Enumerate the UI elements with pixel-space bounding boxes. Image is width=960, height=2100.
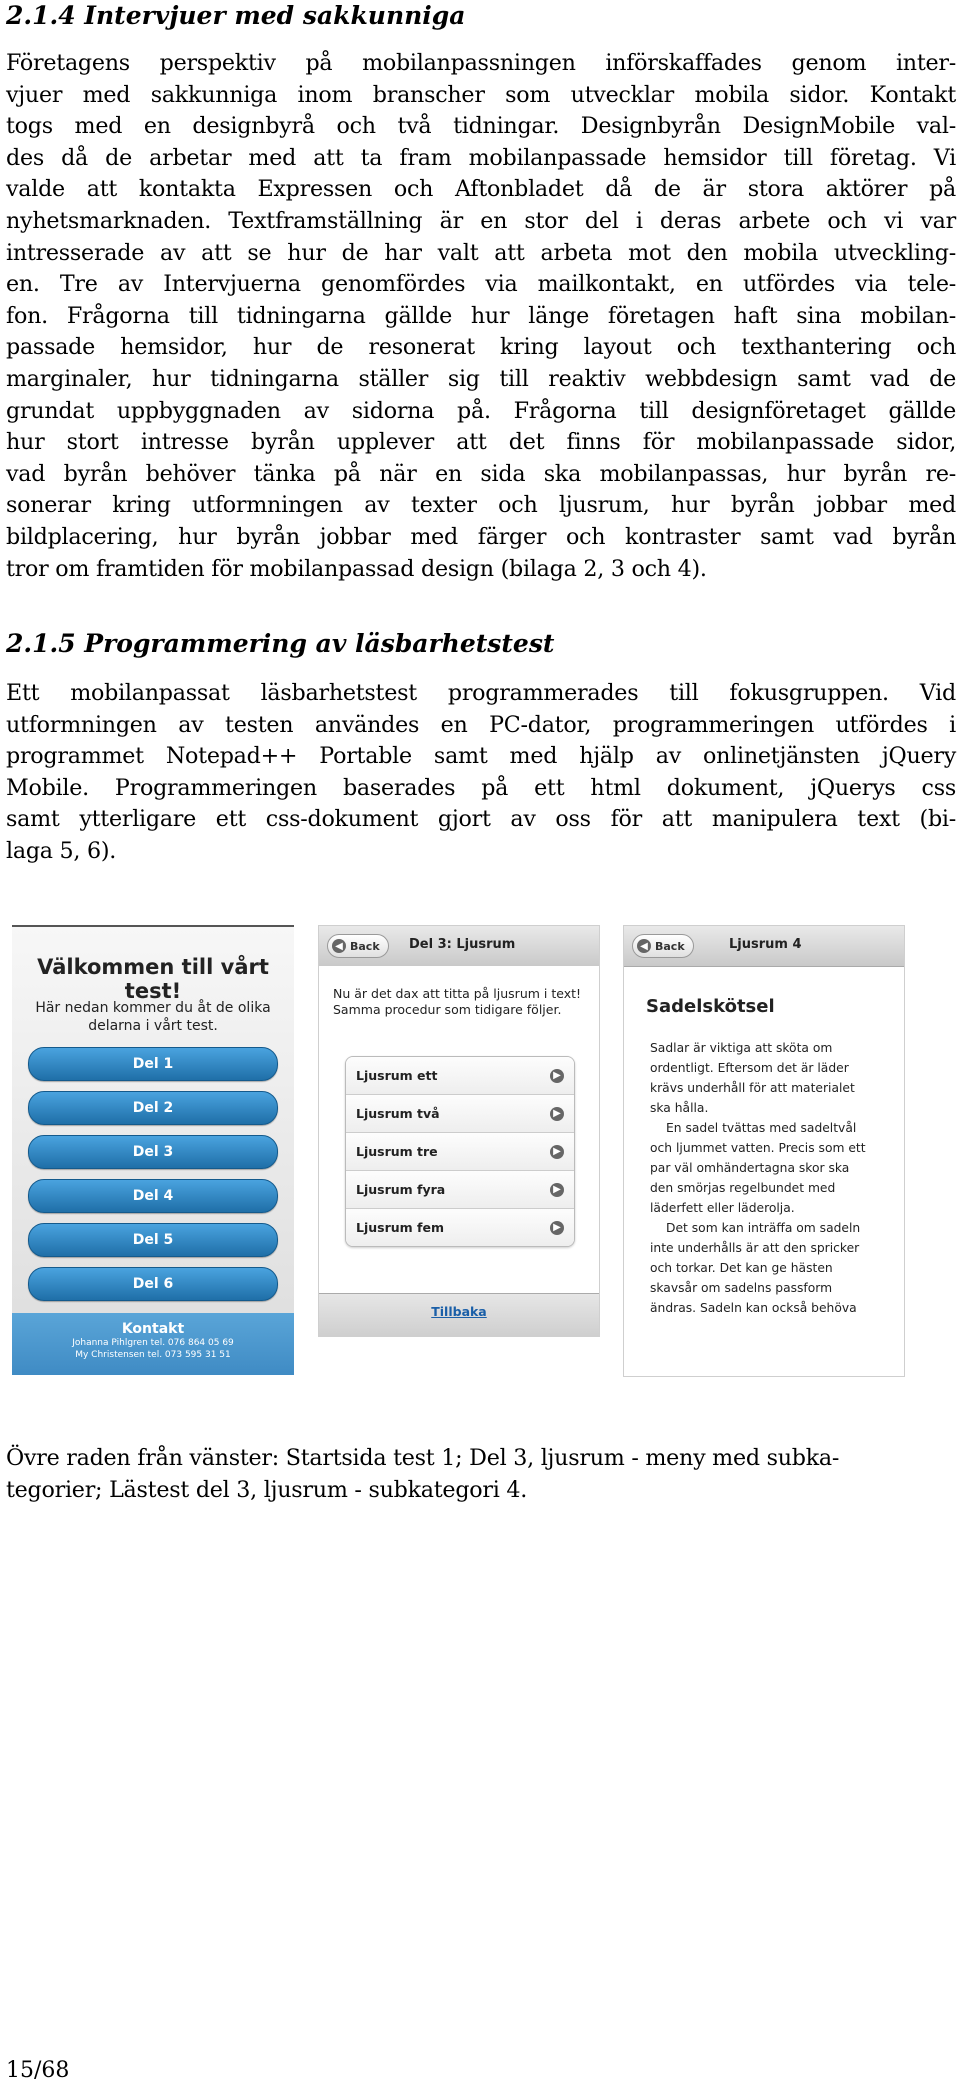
del-3-button[interactable]: Del 3: [28, 1135, 278, 1169]
list-item-label: Ljusrum tre: [356, 1144, 438, 1159]
screenshot-ljusrum-menu: [318, 925, 600, 1337]
chevron-right-icon: ▶: [550, 1069, 564, 1083]
list-item-label: Ljusrum fem: [356, 1220, 444, 1235]
menu-footer: [319, 1293, 599, 1336]
chevron-right-icon: ▶: [550, 1145, 564, 1159]
arrow-left-icon: ◀: [332, 939, 346, 953]
paragraph-line: Mobile. Programmeringen baserades på ett html dokument, jQuerys css: [6, 774, 956, 801]
article-line: Det som kan inträffa om sadeln: [666, 1221, 861, 1235]
article-line: och ljummet vatten. Precis som ett: [650, 1141, 866, 1155]
paragraph-line: marginaler, hur tidningarna ställer sig till reaktiv webbdesign samt vad de: [6, 365, 956, 392]
section-heading-2-1-5: 2.1.5 Programmering av läsbarhetstest: [6, 629, 555, 658]
contact-line: My Christensen tel. 073 595 31 51: [75, 1350, 231, 1360]
paragraph-line: tror om framtiden för mobilanpassad design (bilaga 2, 3 och 4).: [6, 555, 707, 582]
del-1-button[interactable]: Del 1: [28, 1047, 278, 1081]
section-2-1-4-paragraph: [6, 48, 956, 585]
chevron-right-icon: ▶: [550, 1221, 564, 1235]
article-line: par väl omhändertagna skor ska: [650, 1161, 850, 1175]
paragraph-line: sonerar kring utformningen av texter och ljusrum, hur byrån jobbar med: [6, 492, 956, 519]
back-button-label: Back: [350, 939, 380, 953]
caption-line: Övre raden från vänster: Startsida test 1; Del 3, ljusrum - meny med subka-: [6, 1445, 840, 1471]
article-line: ändras. Sadeln kan också behöva: [650, 1301, 857, 1315]
back-button[interactable]: [327, 934, 389, 958]
list-item-label: Ljusrum två: [356, 1106, 440, 1121]
back-button[interactable]: [632, 934, 694, 958]
article-line: Sadlar är viktiga att sköta om: [650, 1041, 833, 1055]
paragraph-line: hur stort intresse byrån upplever att det finns för mobilanpassade sidor,: [6, 429, 956, 456]
del-6-button[interactable]: Del 6: [28, 1267, 278, 1301]
contact-title: Kontakt: [121, 1321, 185, 1337]
contact-footer: [12, 1313, 294, 1375]
list-item-label: Ljusrum fyra: [356, 1182, 446, 1197]
caption-line: tegorier; Lästest del 3, ljusrum - subkategori 4.: [6, 1476, 528, 1503]
paragraph-line: Företagens perspektiv på mobilanpassningen införskaffades genom inter-: [6, 50, 956, 76]
list-item-ljusrum-tva[interactable]: [346, 1095, 574, 1133]
tillbaka-link[interactable]: Tillbaka: [431, 1304, 487, 1319]
list-item-ljusrum-tre[interactable]: [346, 1133, 574, 1171]
menu-intro: [333, 986, 588, 1018]
list-item-label: Ljusrum ett: [356, 1068, 438, 1083]
paragraph-line: passade hemsidor, hur de resonerat kring layout och texthantering och: [6, 334, 956, 361]
paragraph-line: bildplacering, hur byrån jobbar med färger och kontraster samt vad byrån: [6, 523, 956, 550]
article-line: inte underhålls är att den spricker: [650, 1241, 860, 1255]
welcome-intro-line: Här nedan kommer du åt de olika: [35, 1000, 271, 1016]
ljusrum-list: [345, 1056, 575, 1247]
paragraph-line: grundat uppbyggnaden av sidorna på. Frågorna till designföretaget gällde: [6, 397, 956, 424]
welcome-intro: [32, 999, 274, 1035]
article-line: En sadel tvättas med sadeltvål: [666, 1121, 857, 1135]
chevron-right-icon: ▶: [550, 1183, 564, 1197]
arrow-left-icon: ◀: [637, 939, 651, 953]
paragraph-line: togs med en designbyrå och två tidningar. Designbyrån DesignMobile val-: [6, 113, 956, 140]
paragraph-line: samt ytterligare ett css-dokument gjort av oss för att manipulera text (bi-: [6, 806, 956, 833]
paragraph-line: fon. Frågorna till tidningarna gällde hur länge företagen haft sina mobilan-: [6, 302, 956, 329]
header-bar: [319, 926, 599, 967]
contact-line: Johanna Pihlgren tel. 076 864 05 69: [72, 1338, 234, 1348]
section-heading-2-1-4: 2.1.4 Intervjuer med sakkunniga: [6, 1, 466, 30]
article-line: och torkar. Det kan ge hästen: [650, 1261, 833, 1275]
list-item-ljusrum-fyra[interactable]: [346, 1171, 574, 1209]
paragraph-line: valde att kontakta Expressen och Aftonbladet då de är stora aktörer på: [6, 176, 956, 203]
welcome-intro-line: delarna i vårt test.: [88, 1018, 218, 1034]
menu-intro-line: Samma procedur som tidigare följer.: [333, 1002, 562, 1017]
page-number: 15/68: [6, 2058, 70, 2083]
article-line: skavsår om sadelns passform: [650, 1281, 833, 1295]
paragraph-line: intresserade av att se hur de har valt att arbeta mot den mobila utveckling-: [6, 239, 956, 266]
article-heading: Sadelskötsel: [646, 996, 775, 1017]
screenshot-start-page: [12, 925, 294, 1375]
article-text: [650, 1038, 890, 1318]
menu-intro-line: Nu är det dax att titta på ljusrum i text!: [333, 986, 582, 1001]
paragraph-line: nyhetsmarknaden. Textframställning är en stor del i deras arbete och vi var: [6, 207, 956, 234]
section-2-1-5-paragraph: [6, 678, 956, 868]
paragraph-line: vjuer med sakkunniga inom branscher som utvecklar mobila sidor. Kontakt: [6, 81, 956, 108]
welcome-title: Välkommen till vårt test!: [37, 955, 269, 1003]
del-5-button[interactable]: Del 5: [28, 1223, 278, 1257]
paragraph-line: des då de arbetar med att ta fram mobilanpassade hemsidor till företag. Vi: [6, 144, 956, 171]
menu-body: [319, 966, 599, 1296]
paragraph-line: utformningen av testen användes en PC-dator, programmeringen utfördes i: [6, 711, 956, 738]
header-title: Del 3: Ljusrum: [409, 937, 516, 952]
list-item-ljusrum-ett[interactable]: [346, 1057, 574, 1095]
header-title: Ljusrum 4: [729, 937, 802, 952]
chevron-right-icon: ▶: [550, 1107, 564, 1121]
article-line: ska hålla.: [650, 1101, 709, 1115]
article-line: läderfett eller läderolja.: [650, 1201, 795, 1215]
figure-caption: [6, 1443, 956, 1506]
del-4-button[interactable]: Del 4: [28, 1179, 278, 1213]
back-button-label: Back: [655, 939, 685, 953]
paragraph-line: vad byrån behöver tänka på när en sida ska mobilanpassas, hur byrån re-: [6, 460, 956, 487]
article-line: krävs underhåll för att materialet: [650, 1081, 855, 1095]
paragraph-line: programmet Notepad++ Portable samt med hjälp av onlinetjänsten jQuery: [6, 743, 956, 770]
screenshot-ljusrum-4: [623, 925, 905, 1377]
list-item-ljusrum-fem[interactable]: [346, 1209, 574, 1246]
paragraph-line: laga 5, 6).: [6, 837, 117, 864]
del-button-list: [28, 1047, 278, 1311]
article-line: den smörjas regelbundet med: [650, 1181, 836, 1195]
paragraph-line: en. Tre av Intervjuerna genomfördes via mailkontakt, en utfördes via tele-: [6, 271, 956, 298]
header-bar: [624, 926, 904, 967]
article-line: ordentligt. Eftersom det är läder: [650, 1061, 849, 1075]
del-2-button[interactable]: Del 2: [28, 1091, 278, 1125]
paragraph-line: Ett mobilanpassat läsbarhetstest programmerades till fokusgruppen. Vid: [6, 680, 956, 706]
